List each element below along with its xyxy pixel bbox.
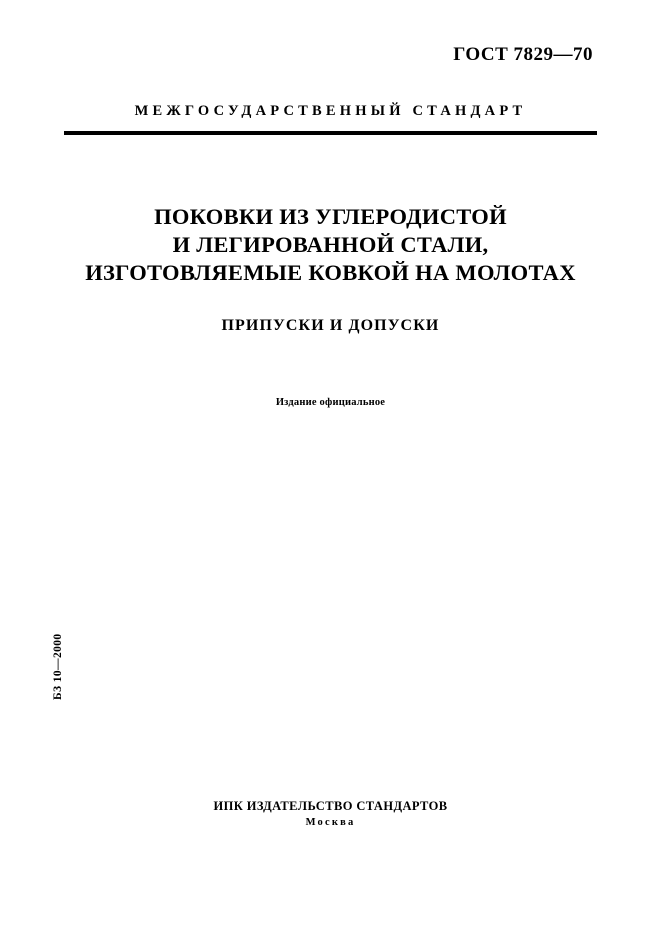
- page-title: [45, 203, 616, 287]
- standard-number: ГОСТ 7829—70: [453, 44, 593, 65]
- publisher-name: ИПК ИЗДАТЕЛЬСТВО СТАНДАРТОВ: [213, 799, 448, 813]
- page-title-line-2: И ЛЕГИРОВАННОЙ СТАЛИ,: [172, 232, 489, 257]
- interstate-standard-label: МЕЖГОСУДАРСТВЕННЫЙ СТАНДАРТ: [134, 103, 527, 119]
- page-title-line-3: ИЗГОТОВЛЯЕМЫЕ КОВКОЙ НА МОЛОТАХ: [85, 260, 576, 285]
- official-edition-note: Издание официальное: [275, 397, 386, 408]
- page-subtitle: ПРИПУСКИ И ДОПУСКИ: [221, 317, 440, 334]
- publisher-block: [45, 799, 616, 828]
- publisher-city: Москва: [305, 817, 356, 828]
- header-divider: [64, 131, 597, 135]
- side-code-label: БЗ 10—2000: [52, 633, 64, 700]
- page-title-line-1: ПОКОВКИ ИЗ УГЛЕРОДИСТОЙ: [154, 204, 507, 229]
